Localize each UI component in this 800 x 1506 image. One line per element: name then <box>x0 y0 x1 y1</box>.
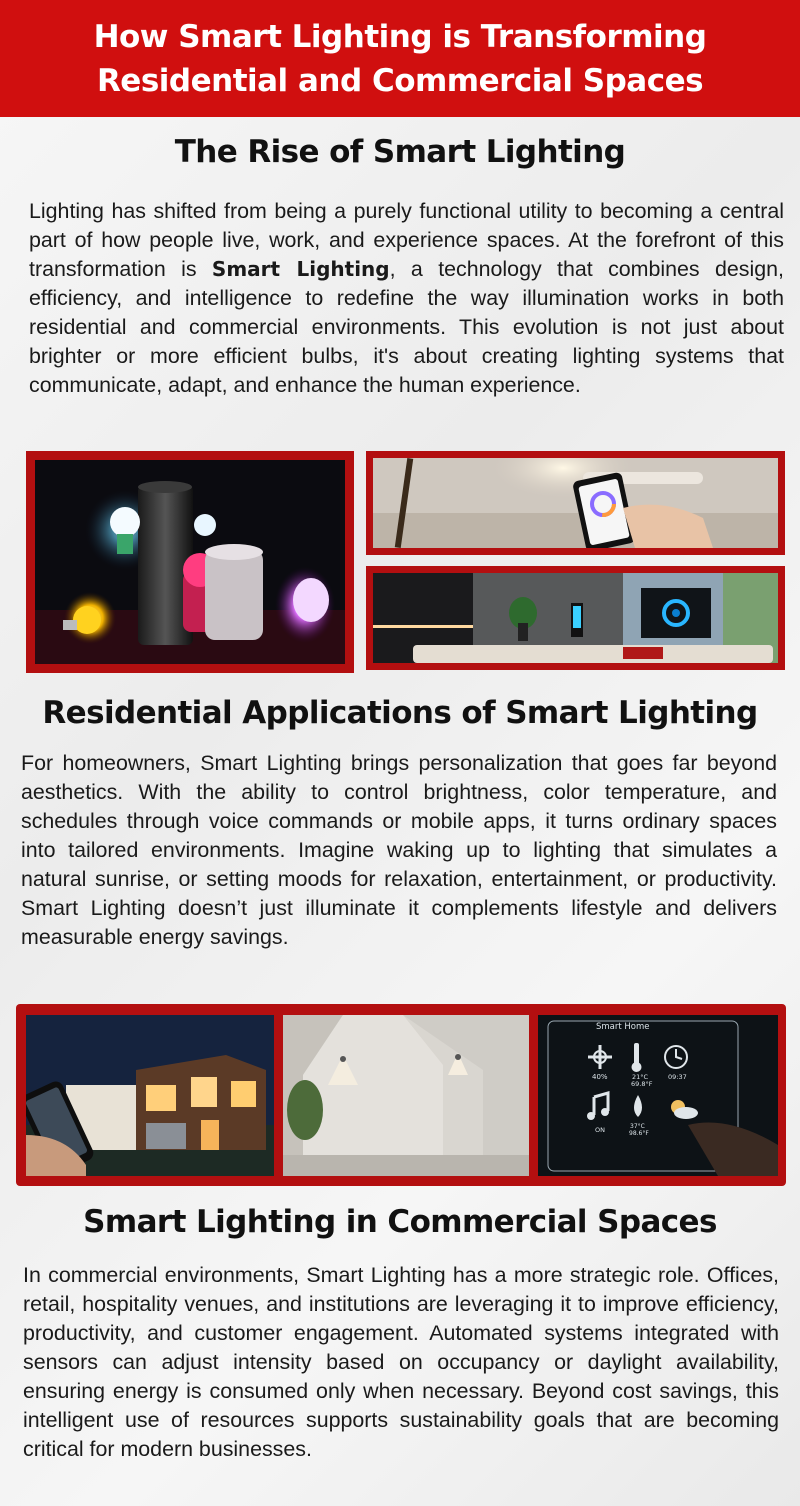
wall-lights-hallway-image <box>283 1015 529 1176</box>
commercial-heading: Smart Lighting in Commercial Spaces <box>83 1204 717 1240</box>
panel-title: Smart Home <box>596 1022 650 1032</box>
page-title-line-2: Residential and Commercial Spaces <box>96 62 704 99</box>
panel-humidity: 40% <box>592 1073 608 1081</box>
residential-heading: Residential Applications of Smart Lighting <box>42 695 758 731</box>
residential-paragraph: For homeowners, Smart Lighting brings personalization that goes far beyond aesthetics. With the ability to control brightness, color temperature, and schedules through voice commands or mobile apps, it turns ordinary spaces into tailored environments. Imagine waking up to lighting that simulates a natural sunrise, or setting moods for relaxation, entertainment, or productivity. Smart Lighting doesn’t just illuminate it complements lifestyle and delivers measurable energy savings. <box>21 751 777 949</box>
panel-music: ON <box>595 1126 605 1134</box>
header-banner <box>0 0 800 117</box>
panel-clock: 09:37 <box>668 1073 687 1081</box>
smart-home-panel-image <box>538 1015 778 1176</box>
rise-heading: The Rise of Smart Lighting <box>174 134 626 170</box>
panel-water-temp: 37°C <box>630 1123 645 1130</box>
smart-speaker-bulbs-image <box>35 460 345 664</box>
panel-temperature-f: 69.8°F <box>631 1080 653 1088</box>
panel-temperature: 21°C <box>632 1073 649 1081</box>
page-title-line-1: How Smart Lighting is Transforming <box>93 18 707 55</box>
rise-text-end: , a technology that combines design, efficiency, and intelligence to redefine the way illumination works in both residential and commercial environments. This evolution is not just about brighter or more efficient bulbs, it's about creating lighting systems that communicate, adapt, and enhance the human experience. <box>29 257 784 397</box>
rise-paragraph <box>29 197 784 400</box>
phone-app-control-image <box>373 458 778 548</box>
rise-text-start: Lighting has shifted from being a purely functional utility to becoming a central part of how people live, work, and experience spaces. At the forefront of this transformation is <box>29 199 784 281</box>
smart-living-room-image <box>373 573 778 663</box>
commercial-paragraph: In commercial environments, Smart Lighting has a more strategic role. Offices, retail, hospitality venues, and institutions are leveraging it to improve efficiency, productivity, and customer engagement. Automated systems integrated with sensors can adjust intensity based on occupancy or daylight availability, ensuring energy is consumed only when necessary. Beyond cost savings, this intelligent use of resources supports sustainability goals that are becoming critical for modern businesses. <box>23 1263 779 1461</box>
rise-text-bold: Smart Lighting <box>211 257 390 281</box>
panel-water-temp-f: 98.6°F <box>629 1130 649 1137</box>
house-night-image <box>26 1015 274 1176</box>
